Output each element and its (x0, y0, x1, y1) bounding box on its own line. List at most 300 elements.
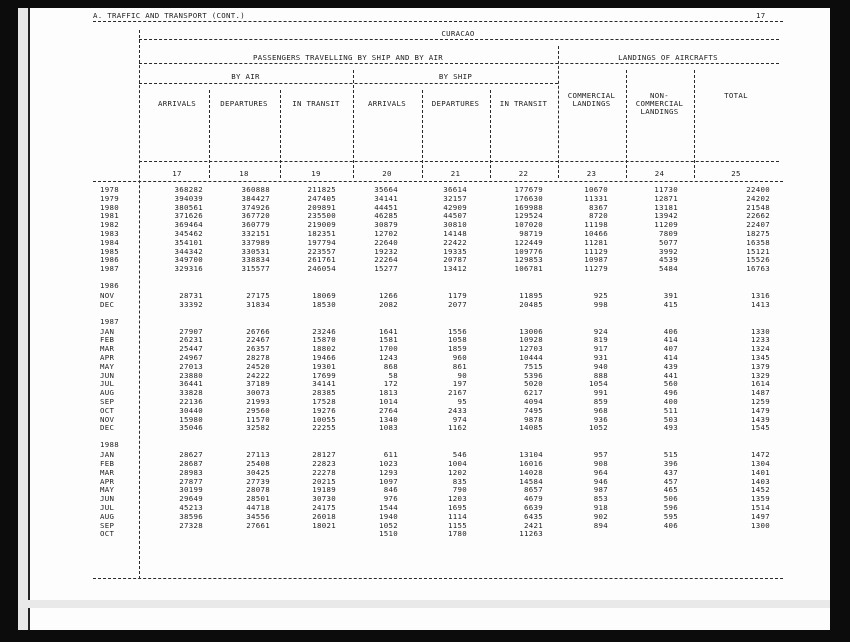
vertical-rule (558, 46, 559, 178)
row-label: NOV (100, 414, 115, 424)
table-cell: 15121 (746, 246, 770, 256)
table-cell: 22400 (746, 185, 770, 194)
table-cell: 1233 (751, 335, 770, 345)
row-label: 1981 (100, 211, 119, 221)
column-header: ARRIVALS (158, 99, 196, 108)
table-cell: 2167 (448, 388, 467, 398)
table-cell: 1259 (751, 397, 770, 406)
table-cell: 2764 (379, 405, 398, 415)
table-cell: 7495 (524, 405, 543, 415)
table-cell: 2433 (448, 405, 467, 415)
table-cell: 44718 (246, 503, 270, 512)
vertical-rule (490, 90, 491, 178)
column-header: NON- COMMERCIAL LANDINGS (635, 91, 684, 116)
table-cell: 1614 (751, 379, 770, 389)
horizontal-rule (139, 83, 558, 84)
table-cell: 129524 (514, 211, 543, 221)
table-cell: 457 (663, 476, 678, 486)
table-cell: 396 (663, 459, 678, 468)
table-cell: 261761 (307, 255, 336, 265)
table-cell: 26018 (312, 511, 336, 521)
row-label: MAR (100, 467, 115, 477)
table-cell: 182351 (307, 229, 336, 238)
table-cell: 391 (663, 291, 678, 300)
table-cell: 360779 (241, 220, 270, 230)
horizontal-rule (93, 181, 783, 182)
table-cell: 9878 (524, 414, 543, 424)
footer-band (18, 600, 830, 608)
horizontal-rule (93, 21, 783, 22)
vertical-rule (353, 70, 354, 178)
row-label: 1980 (100, 202, 119, 212)
table-cell: 1052 (589, 423, 608, 433)
table-cell: 2421 (524, 520, 543, 530)
table-cell: 329316 (174, 264, 203, 274)
table-cell: 506 (663, 494, 678, 504)
table-cell: 400 (663, 397, 678, 406)
vertical-rule (626, 70, 627, 178)
row-label: 1985 (100, 246, 119, 256)
table-cell: 338834 (241, 255, 270, 265)
table-cell: 1556 (448, 326, 467, 336)
table-cell: 25447 (179, 344, 203, 354)
table-cell: 407 (663, 344, 678, 354)
table-cell: 36441 (179, 379, 203, 389)
table-cell: 354101 (174, 237, 203, 247)
table-cell: 1700 (379, 344, 398, 354)
table-cell: 1014 (379, 397, 398, 406)
table-cell: 16763 (746, 264, 770, 274)
table-cell: 790 (452, 485, 467, 495)
table-cell: 209891 (307, 202, 336, 212)
table-cell: 1514 (751, 503, 770, 512)
table-cell: 1054 (589, 379, 608, 389)
table-cell: 902 (593, 511, 608, 521)
table-cell: 819 (593, 335, 608, 345)
table-cell: 17699 (312, 370, 336, 380)
table-cell: 6435 (524, 511, 543, 521)
column-number: 17 (172, 169, 182, 178)
table-cell: 169988 (514, 202, 543, 212)
table-cell: 611 (383, 450, 398, 460)
row-label: OCT (100, 405, 115, 415)
binding-edge (28, 8, 30, 630)
table-cell: 931 (593, 353, 608, 362)
table-cell: 344342 (174, 246, 203, 256)
table-cell: 197794 (307, 237, 336, 247)
table-cell: 1058 (448, 335, 467, 345)
table-cell: 172 (383, 379, 398, 389)
table-cell: 2082 (379, 299, 398, 309)
column-header: DEPARTURES (220, 99, 268, 108)
table-cell: 22640 (374, 237, 398, 247)
table-cell: 122449 (514, 237, 543, 247)
table-cell: 24967 (179, 353, 203, 362)
table-cell: 1202 (448, 467, 467, 477)
table-cell: 176630 (514, 193, 543, 203)
column-header: ARRIVALS (368, 99, 406, 108)
vertical-rule (209, 90, 210, 178)
table-cell: 23880 (179, 370, 203, 380)
table-cell: 21548 (746, 202, 770, 212)
table-cell: 924 (593, 326, 608, 336)
table-cell: 11331 (584, 193, 608, 203)
table-cell: 32582 (246, 423, 270, 433)
table-cell: 32157 (443, 193, 467, 203)
table-cell: 107020 (514, 220, 543, 230)
table-cell: 28127 (312, 450, 336, 460)
table-cell: 197 (452, 379, 467, 389)
by-ship-header: BY SHIP (438, 72, 473, 81)
table-cell: 998 (593, 299, 608, 309)
table-cell: 2077 (448, 299, 467, 309)
table-cell: 380561 (174, 202, 203, 212)
column-number: 18 (239, 169, 249, 178)
table-cell: 1203 (448, 494, 467, 504)
row-label: DEC (100, 423, 115, 433)
table-cell: 46285 (374, 211, 398, 221)
table-cell: 1439 (751, 414, 770, 424)
table-cell: 987 (593, 485, 608, 495)
table-cell: 1413 (751, 299, 770, 309)
row-label: AUG (100, 511, 115, 521)
row-label: MAY (100, 485, 115, 495)
table-cell: 5077 (659, 237, 678, 247)
table-cell: 1780 (448, 529, 467, 539)
table-cell: 18530 (312, 299, 336, 309)
table-cell: 27907 (179, 326, 203, 336)
table-cell: 960 (452, 353, 467, 362)
table-cell: 28385 (312, 388, 336, 398)
table-cell: 332151 (241, 229, 270, 238)
table-cell: 34141 (374, 193, 398, 203)
table-cell: 22467 (246, 335, 270, 345)
table-cell: 1359 (751, 494, 770, 504)
table-cell: 246054 (307, 264, 336, 274)
table-cell: 19466 (312, 353, 336, 362)
table-cell: 19232 (374, 246, 398, 256)
table-cell: 18802 (312, 344, 336, 354)
table-cell: 27661 (246, 520, 270, 530)
table-cell: 13412 (443, 264, 467, 274)
table-cell: 38596 (179, 511, 203, 521)
table-cell: 596 (663, 503, 678, 512)
table-cell: 10928 (519, 335, 543, 345)
row-label: FEB (100, 459, 115, 468)
table-cell: 835 (452, 476, 467, 486)
table-cell: 106781 (514, 264, 543, 274)
table-cell: 1497 (751, 511, 770, 521)
row-label: 1982 (100, 220, 119, 230)
horizontal-rule (139, 161, 779, 162)
table-cell: 13006 (519, 326, 543, 336)
table-cell: 1859 (448, 344, 467, 354)
table-cell: 1162 (448, 423, 467, 433)
table-cell: 369464 (174, 220, 203, 230)
table-cell: 22278 (312, 467, 336, 477)
table-cell: 31834 (246, 299, 270, 309)
table-cell: 368282 (174, 185, 203, 194)
table-cell: 17528 (312, 397, 336, 406)
table-cell: 8720 (589, 211, 608, 221)
table-cell: 1243 (379, 353, 398, 362)
table-cell: 888 (593, 370, 608, 380)
row-label: SEP (100, 397, 115, 406)
table-cell: 33392 (179, 299, 203, 309)
table-cell: 22407 (746, 220, 770, 230)
horizontal-rule (139, 63, 779, 64)
table-cell: 23246 (312, 326, 336, 336)
table-cell: 24202 (746, 193, 770, 203)
column-number: 24 (654, 169, 665, 178)
table-cell: 235500 (307, 211, 336, 221)
table-cell: 315577 (241, 264, 270, 274)
table-cell: 1401 (751, 467, 770, 477)
table-cell: 22264 (374, 255, 398, 265)
table-cell: 1641 (379, 326, 398, 336)
table-cell: 27328 (179, 520, 203, 530)
table-cell: 26357 (246, 344, 270, 354)
table-cell: 29560 (246, 405, 270, 415)
table-cell: 349700 (174, 255, 203, 265)
table-cell: 10466 (584, 229, 608, 238)
table-cell: 95 (457, 397, 467, 406)
table-cell: 37189 (246, 379, 270, 389)
table-cell: 28278 (246, 353, 270, 362)
table-cell: 22255 (312, 423, 336, 433)
table-cell: 1329 (751, 370, 770, 380)
table-cell: 437 (663, 467, 678, 477)
table-cell: 14028 (519, 467, 543, 477)
column-header: TOTAL (724, 91, 748, 100)
table-cell: 22823 (312, 459, 336, 468)
table-cell: 1379 (751, 361, 770, 371)
table-cell: 406 (663, 520, 678, 530)
table-cell: 14085 (519, 423, 543, 433)
row-label: MAY (100, 361, 115, 371)
table-cell: 12871 (654, 193, 678, 203)
table-cell: 859 (593, 397, 608, 406)
table-cell: 34556 (246, 511, 270, 521)
table-cell: 595 (663, 511, 678, 521)
table-cell: 10670 (584, 185, 608, 194)
table-cell: 5484 (659, 264, 678, 274)
table-cell: 16016 (519, 459, 543, 468)
table-cell: 28627 (179, 450, 203, 460)
region-title: CURACAO (441, 29, 475, 38)
table-cell: 11263 (519, 529, 543, 539)
table-cell: 33828 (179, 388, 203, 398)
column-number: 20 (382, 169, 392, 178)
column-header: COMMERCIAL LANDINGS (567, 91, 616, 108)
table-cell: 1316 (751, 291, 770, 300)
column-number: 21 (450, 169, 461, 178)
table-cell: 861 (452, 361, 467, 371)
row-label: SEP (100, 520, 115, 530)
table-cell: 1155 (448, 520, 467, 530)
row-label: APR (100, 476, 115, 486)
table-cell: 1345 (751, 353, 770, 362)
table-cell: 493 (663, 423, 678, 433)
table-cell: 12703 (519, 344, 543, 354)
table-cell: 25408 (246, 459, 270, 468)
table-cell: 8367 (589, 202, 608, 212)
column-number: 25 (731, 169, 741, 178)
table-cell: 6639 (524, 503, 543, 512)
table-cell: 976 (383, 494, 398, 504)
table-cell: 439 (663, 361, 678, 371)
table-cell: 44451 (374, 202, 398, 212)
table-cell: 22136 (179, 397, 203, 406)
column-number: 19 (311, 169, 321, 178)
table-cell: 27013 (179, 361, 203, 371)
table-cell: 1266 (379, 291, 398, 300)
table-cell: 223557 (307, 246, 336, 256)
table-cell: 44507 (443, 211, 467, 221)
table-cell: 14148 (443, 229, 467, 238)
table-cell: 13181 (654, 202, 678, 212)
passengers-group-header: PASSENGERS TRAVELLING BY SHIP AND BY AIR (253, 53, 443, 62)
vertical-rule (694, 70, 695, 178)
table-cell: 1179 (448, 291, 467, 300)
table-cell: 991 (593, 388, 608, 398)
table-cell: 19189 (312, 485, 336, 495)
table-cell: 14584 (519, 476, 543, 486)
table-cell: 20787 (443, 255, 467, 265)
table-cell: 18275 (746, 229, 770, 238)
column-header: IN TRANSIT (499, 99, 548, 108)
horizontal-rule (139, 39, 779, 40)
table-cell: 5020 (524, 379, 543, 389)
table-cell: 414 (663, 353, 678, 362)
table-cell: 12702 (374, 229, 398, 238)
table-cell: 968 (593, 405, 608, 415)
table-cell: 964 (593, 467, 608, 477)
table-cell: 1940 (379, 511, 398, 521)
column-header: IN TRANSIT (292, 99, 340, 108)
table-cell: 367720 (241, 211, 270, 221)
section-title: A. TRAFFIC AND TRANSPORT (CONT.) (93, 11, 245, 20)
table-cell: 219009 (307, 220, 336, 230)
horizontal-rule (93, 578, 783, 579)
table-cell: 1403 (751, 476, 770, 486)
column-header: DEPARTURES (431, 99, 480, 108)
table-cell: 515 (663, 450, 678, 460)
table-cell: 1097 (379, 476, 398, 486)
row-label: AUG (100, 388, 115, 398)
section-year: 1987 (100, 316, 119, 326)
table-cell: 4094 (524, 397, 543, 406)
binding-gutter (18, 8, 28, 630)
table-cell: 30073 (246, 388, 270, 398)
table-cell: 19301 (312, 361, 336, 371)
table-cell: 1510 (379, 529, 398, 539)
table-cell: 11570 (246, 414, 270, 424)
table-cell: 20215 (312, 476, 336, 486)
table-cell: 15980 (179, 414, 203, 424)
table-cell: 11198 (584, 220, 608, 230)
table-cell: 36614 (443, 185, 467, 194)
table-cell: 11279 (584, 264, 608, 274)
table-cell: 4679 (524, 494, 543, 504)
table-cell: 10055 (312, 414, 336, 424)
table-cell: 30810 (443, 220, 467, 230)
table-cell: 415 (663, 299, 678, 309)
table-cell: 58 (388, 370, 398, 380)
table-cell: 337989 (241, 237, 270, 247)
table-cell: 22422 (443, 237, 467, 247)
table-cell: 330531 (241, 246, 270, 256)
table-cell: 29649 (179, 494, 203, 504)
table-cell: 917 (593, 344, 608, 354)
table-cell: 974 (452, 414, 467, 424)
table-cell: 18021 (312, 520, 336, 530)
table-cell: 42909 (443, 202, 467, 212)
table-cell: 1472 (751, 450, 770, 460)
row-label: OCT (100, 529, 115, 539)
table-cell: 24520 (246, 361, 270, 371)
row-label: NOV (100, 291, 115, 300)
table-cell: 546 (452, 450, 467, 460)
table-cell: 1304 (751, 459, 770, 468)
table-cell: 1083 (379, 423, 398, 433)
table-cell: 371626 (174, 211, 203, 221)
table-cell: 7809 (659, 229, 678, 238)
row-label: JUN (100, 370, 115, 380)
table-cell: 34141 (312, 379, 336, 389)
table-cell: 1293 (379, 467, 398, 477)
table-cell: 868 (383, 361, 398, 371)
table-cell: 22662 (746, 211, 770, 221)
page-number: 17 (756, 11, 766, 20)
table-cell: 925 (593, 291, 608, 300)
table-cell: 30425 (246, 467, 270, 477)
table-cell: 11281 (584, 237, 608, 247)
table-cell: 940 (593, 361, 608, 371)
table-cell: 7515 (524, 361, 543, 371)
table-cell: 6217 (524, 388, 543, 398)
table-cell: 45213 (179, 503, 203, 512)
document-page (18, 8, 830, 630)
table-cell: 414 (663, 335, 678, 345)
table-cell: 853 (593, 494, 608, 504)
table-cell: 13104 (519, 450, 543, 460)
table-cell: 30879 (374, 220, 398, 230)
table-cell: 177679 (514, 185, 543, 194)
table-cell: 1300 (751, 520, 770, 530)
row-label: JUN (100, 494, 115, 504)
table-cell: 406 (663, 326, 678, 336)
table-cell: 496 (663, 388, 678, 398)
table-cell: 26231 (179, 335, 203, 345)
table-cell: 21993 (246, 397, 270, 406)
table-cell: 394039 (174, 193, 203, 203)
table-cell: 90 (457, 370, 467, 380)
row-label: JAN (100, 450, 115, 460)
table-cell: 946 (593, 476, 608, 486)
vertical-rule (280, 90, 281, 178)
landings-group-header: LANDINGS OF AIRCRAFTS (618, 53, 718, 62)
row-label: DEC (100, 299, 115, 309)
table-cell: 1004 (448, 459, 467, 468)
table-cell: 11209 (654, 220, 678, 230)
section-year: 1988 (100, 440, 119, 450)
column-number: 22 (518, 169, 529, 178)
table-cell: 35046 (179, 423, 203, 433)
section-year: 1986 (100, 281, 119, 290)
table-cell: 15870 (312, 335, 336, 345)
row-label: 1979 (100, 193, 119, 203)
